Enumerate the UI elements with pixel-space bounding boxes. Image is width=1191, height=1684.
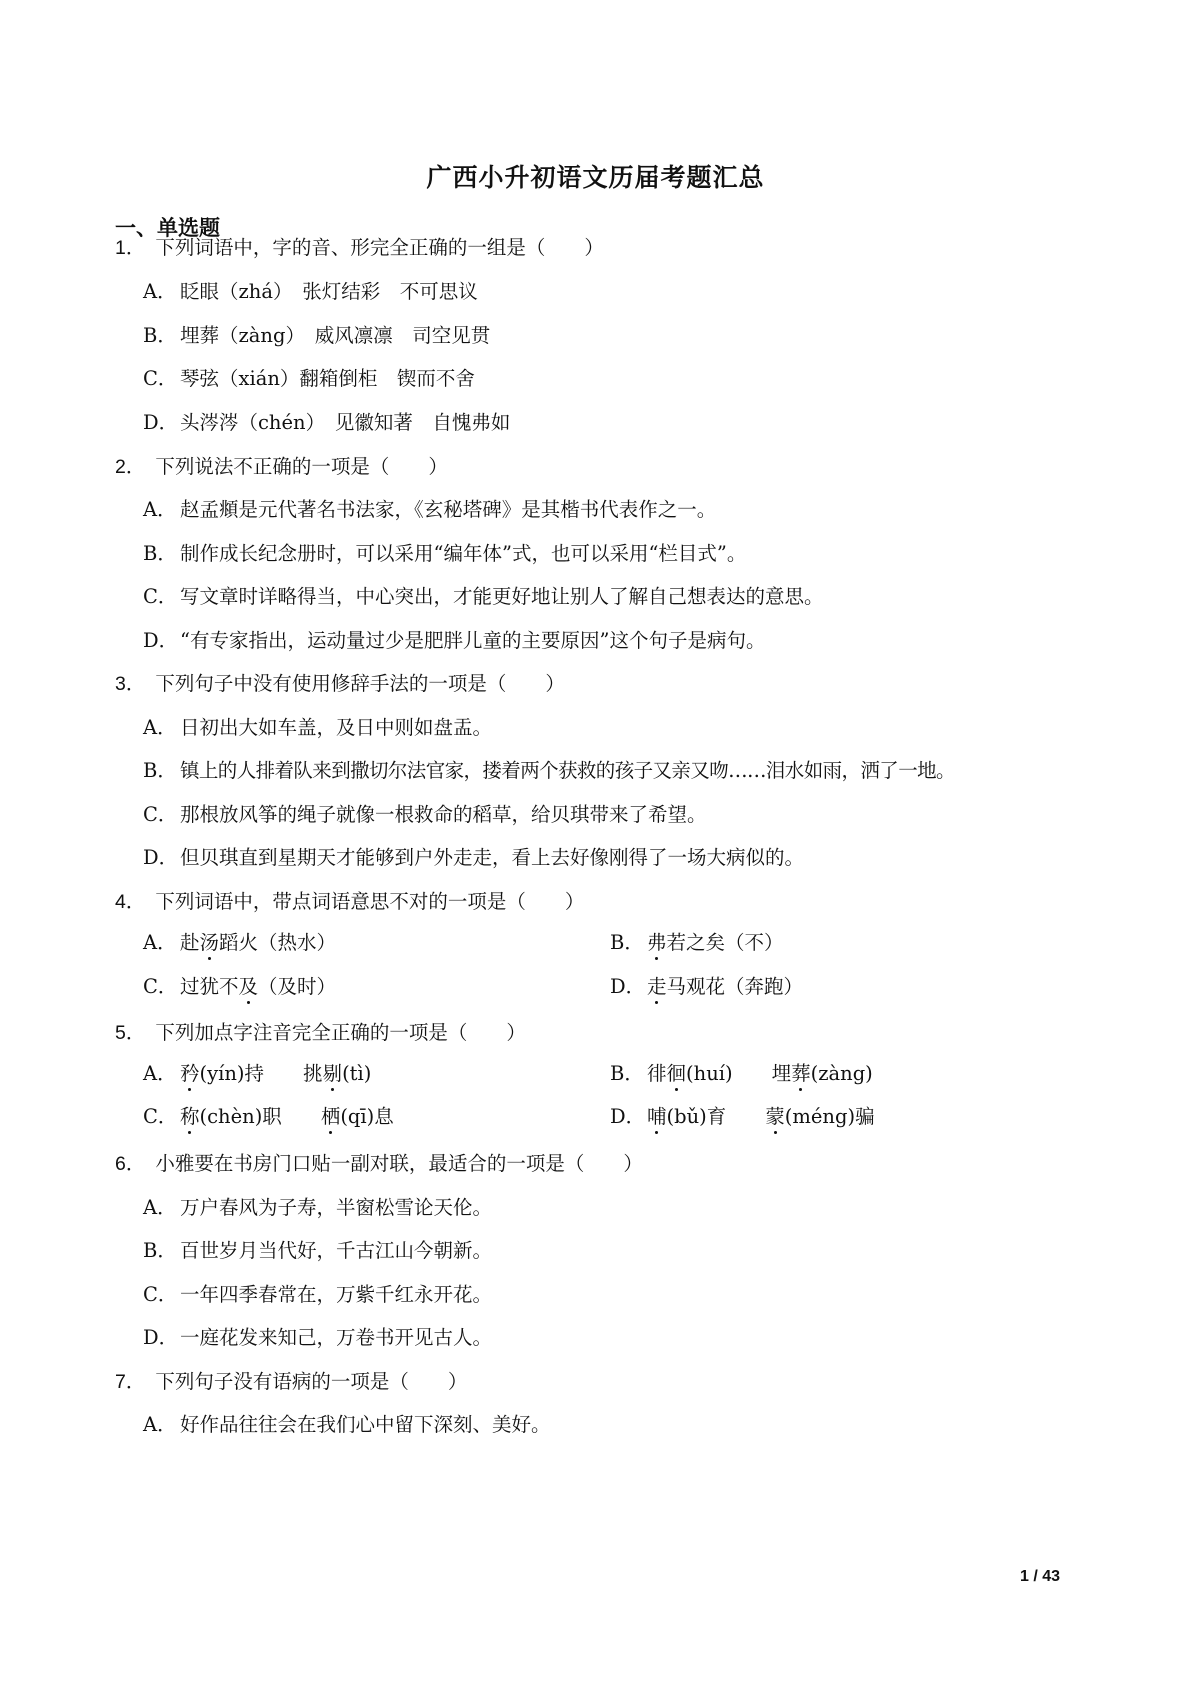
question-number: 7．	[115, 1371, 146, 1393]
option-letter: D．	[143, 1326, 179, 1349]
option-letter: C．	[143, 1283, 178, 1306]
question-stem: 下列加点字注音完全正确的一项是（ ）	[155, 1021, 526, 1044]
question-5	[115, 1017, 526, 1045]
option-text: 埋葬（zàng） 威风凛凛 司空见贯	[180, 324, 491, 347]
option-letter: A．	[143, 1196, 177, 1219]
question-number: 2．	[115, 456, 146, 478]
option-part: (huí) 埋	[686, 1062, 792, 1085]
option-text: 好作品往往会在我们心中留下深刻、美好。	[180, 1413, 551, 1436]
question-2	[115, 451, 448, 479]
dotted-char: 蒙	[765, 1101, 785, 1129]
dotted-char: 走	[647, 971, 667, 999]
question-number: 6．	[115, 1153, 146, 1175]
option-text: 制作成长纪念册时，可以采用“编年体”式，也可以采用“栏目式”。	[180, 542, 747, 565]
option-part: (zàng)	[810, 1062, 873, 1085]
question-number: 3．	[115, 673, 146, 695]
option-letter: D．	[143, 846, 179, 869]
dotted-char: 汤	[200, 927, 220, 955]
question-3	[115, 668, 565, 696]
q2-option-b	[143, 538, 746, 566]
question-stem: 下列说法不正确的一项是（ ）	[155, 455, 448, 478]
option-text: 那根放风筝的绳子就像一根救命的稻草，给贝琪带来了希望。	[180, 803, 707, 826]
dotted-char: 徊	[667, 1058, 687, 1086]
dotted-char: 矜	[180, 1058, 200, 1086]
dotted-char: 栖	[321, 1101, 341, 1129]
option-letter: D．	[143, 411, 179, 434]
dotted-char: 弗	[647, 927, 667, 955]
question-stem: 下列句子中没有使用修辞手法的一项是（ ）	[155, 672, 565, 695]
question-number: 4．	[115, 891, 146, 913]
q3-option-a	[143, 712, 492, 740]
dotted-char: 葬	[791, 1058, 811, 1086]
question-stem: 小雅要在书房门口贴一副对联，最适合的一项是（ ）	[155, 1152, 643, 1175]
option-letter: B．	[143, 759, 177, 782]
q6-option-b	[143, 1235, 492, 1263]
q4-option-b	[610, 927, 784, 955]
document-title: 广西小升初语文历届考题汇总	[426, 163, 765, 192]
q1-option-c	[143, 363, 475, 391]
q1-option-a	[143, 276, 478, 304]
question-1	[115, 232, 604, 260]
option-part: (qī)息	[340, 1105, 394, 1128]
q2-option-d	[143, 625, 765, 653]
option-letter: A．	[143, 498, 177, 521]
option-letter: B．	[610, 931, 644, 954]
option-letter: A．	[143, 280, 177, 303]
q5-option-d	[610, 1101, 875, 1129]
option-part: (méng)骗	[784, 1105, 875, 1128]
q2-option-a	[143, 494, 716, 522]
option-text: 一庭花发来知己，万卷书开见古人。	[180, 1326, 493, 1349]
option-part: (yín)持 挑	[199, 1062, 323, 1085]
q7-option-a	[143, 1409, 551, 1437]
q5-option-c	[143, 1101, 394, 1129]
option-letter: A．	[143, 716, 177, 739]
option-part: (chèn)职	[199, 1105, 321, 1128]
option-text: 镇上的人排着队来到撒切尔法官家，搂着两个获救的孩子又亲又吻……泪水如雨，洒了一地。	[180, 759, 955, 782]
q3-option-b	[143, 755, 955, 783]
q3-option-d	[143, 842, 804, 870]
option-letter: D．	[143, 629, 179, 652]
option-part: (tì)	[342, 1062, 372, 1085]
question-4	[115, 886, 584, 914]
question-number: 1．	[115, 237, 146, 259]
page-number: 1 / 43	[1020, 1568, 1061, 1585]
option-letter: B．	[143, 324, 177, 347]
option-text: 但贝琪直到星期天才能够到户外走走，看上去好像刚得了一场大病似的。	[180, 846, 805, 869]
question-stem: 下列词语中，字的音、形完全正确的一组是（ ）	[155, 236, 604, 259]
option-letter: D．	[610, 975, 646, 998]
option-letter: A．	[143, 1413, 177, 1436]
option-letter: A．	[143, 1062, 177, 1085]
q4-option-d	[610, 971, 803, 999]
q4-option-a	[143, 927, 336, 955]
option-text: 百世岁月当代好，千古江山今朝新。	[180, 1239, 493, 1262]
q2-option-c	[143, 581, 824, 609]
option-post: 蹈火（热水）	[219, 931, 337, 954]
option-post: （及时）	[258, 975, 337, 998]
option-letter: C．	[143, 975, 178, 998]
option-text: 眨眼（zhá） 张灯结彩 不可思议	[180, 280, 478, 303]
q6-option-c	[143, 1279, 492, 1307]
option-pre: 过犹不	[180, 975, 239, 998]
option-letter: D．	[610, 1105, 646, 1128]
option-letter: A．	[143, 931, 177, 954]
option-post: 若之矣（不）	[666, 931, 784, 954]
option-letter: B．	[143, 542, 177, 565]
section-heading: 一、单选题	[115, 216, 220, 240]
option-text: 写文章时详略得当，中心突出，才能更好地让别人了解自己想表达的意思。	[180, 585, 824, 608]
q5-option-b	[610, 1058, 873, 1086]
q1-option-b	[143, 320, 490, 348]
question-6	[115, 1148, 643, 1176]
option-letter: C．	[143, 367, 178, 390]
q1-option-d	[143, 407, 510, 435]
q6-option-d	[143, 1322, 492, 1350]
option-text: 日初出大如车盖，及日中则如盘盂。	[180, 716, 493, 739]
q6-option-a	[143, 1192, 492, 1220]
q5-option-a	[143, 1058, 371, 1086]
option-letter: B．	[143, 1239, 177, 1262]
option-text: 赵孟頫是元代著名书法家，《玄秘塔碑》是其楷书代表作之一。	[180, 498, 717, 521]
option-text: “有专家指出，运动量过少是肥胖儿童的主要原因”这个句子是病句。	[180, 629, 766, 652]
dotted-char: 哺	[647, 1101, 667, 1129]
question-stem: 下列句子没有语病的一项是（ ）	[155, 1370, 468, 1393]
question-number: 5．	[115, 1022, 146, 1044]
question-7	[115, 1366, 467, 1394]
dotted-char: 及	[239, 971, 259, 999]
dotted-char: 剔	[323, 1058, 343, 1086]
option-letter: C．	[143, 803, 178, 826]
option-text: 头涔涔（chén） 见徽知著 自愧弗如	[180, 411, 511, 434]
option-text: 琴弦（xián）翻箱倒柜 锲而不舍	[180, 367, 475, 390]
q4-option-c	[143, 971, 336, 999]
option-post: 马观花（奔跑）	[666, 975, 804, 998]
option-pre: 赴	[180, 931, 200, 954]
option-letter: C．	[143, 585, 178, 608]
q3-option-c	[143, 799, 707, 827]
option-letter: C．	[143, 1105, 178, 1128]
question-stem: 下列词语中，带点词语意思不对的一项是（ ）	[155, 890, 585, 913]
option-letter: B．	[610, 1062, 644, 1085]
option-text: 一年四季春常在，万紫千红永开花。	[180, 1283, 493, 1306]
option-text: 万户春风为子寿，半窗松雪论天伦。	[180, 1196, 493, 1219]
dotted-char: 称	[180, 1101, 200, 1129]
option-part: (bǔ)育	[666, 1105, 766, 1128]
option-part: 徘	[647, 1062, 667, 1085]
